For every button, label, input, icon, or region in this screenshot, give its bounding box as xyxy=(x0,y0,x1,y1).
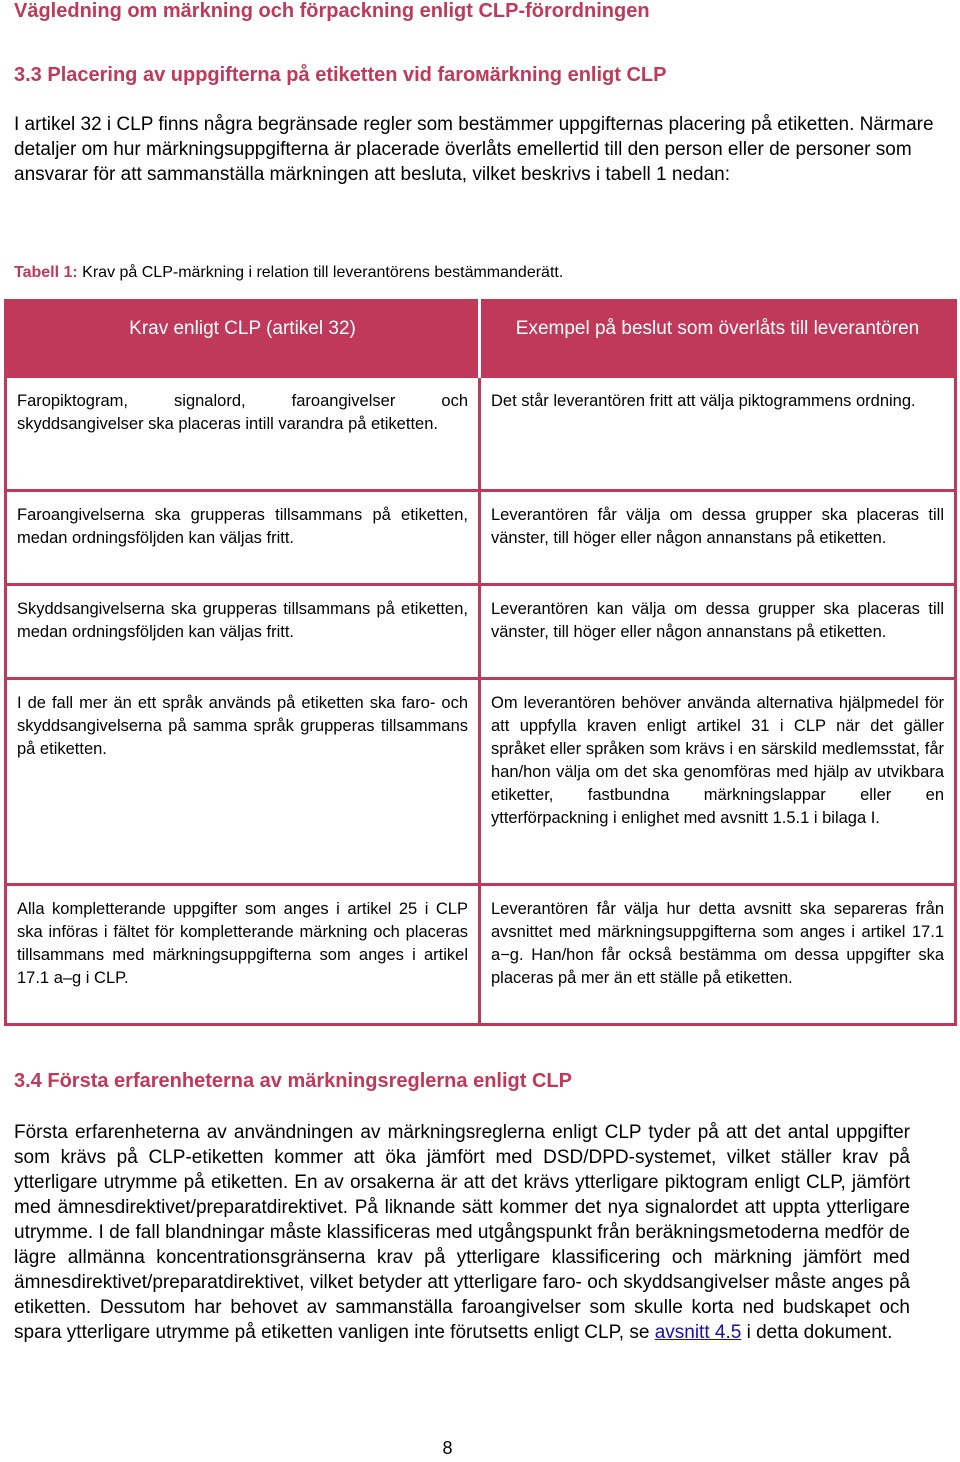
table-row xyxy=(6,490,956,584)
table-row xyxy=(6,884,956,1024)
table-cell-example: Om leverantören behöver använda alternativa hjälpmedel för att uppfylla kraven enligt artikel 31 i CLP när det gäller språket eller språken som krävs i en särskild medlemsstat, får han/hon välja om det ska genomföras med hjälp av utvikbara etiketter, fastbundna märkningslappar eller en ytterförpackning i enlighet med avsnitt 1.5.1 i bilaga I. xyxy=(480,678,956,884)
section-link[interactable]: avsnitt 4.5 xyxy=(654,1322,742,1343)
table-caption xyxy=(14,264,563,282)
table-cell-example: Leverantören får välja hur detta avsnitt ska separeras från avsnittet med märkningsuppgifterna som anges i artikel 17.1 a−g. Han/hon får också bestämma om dessa uppgifter ska placeras på mer än ett ställe på etiketten. xyxy=(480,884,956,1024)
table-caption-label: Tabell 1: xyxy=(14,264,78,281)
table-cell-requirement: Skyddsangivelserna ska grupperas tillsammans på etiketten, medan ordningsföljden kan väljas fritt. xyxy=(6,584,480,678)
table-cell-requirement: I de fall mer än ett språk används på etiketten ska faro- och skyddsangivelserna på samma språk grupperas tillsammans på etiketten. xyxy=(6,678,480,884)
header-example: Exempel på beslut som överlåts till leverantören xyxy=(480,301,956,379)
table-row xyxy=(6,584,956,678)
table-cell-example: Leverantören får välja om dessa grupper ska placeras till vänster, till höger eller någon annanstans på etiketten. xyxy=(480,490,956,584)
table-cell-example: Leverantören kan välja om dessa grupper ska placeras till vänster, till höger eller någon annanstans på etiketten. xyxy=(480,584,956,678)
requirements-table xyxy=(4,299,957,1026)
paragraph-text: Första erfarenheterna av användningen av märkningsreglerna enligt CLP tyder på att det antal uppgifter som krävs på CLP-etiketten kommer att öka jämfört med DSD/DPD-systemet, vilket ställer krav på ytterligare utrymme på etiketten. En av orsakerna är att det krävs ytterligare piktogram enligt CLP, jämfört med ämnesdirektivet/preparatdirektivet. På liknande sätt kommer det nya signalordet att uppta ytterligare utrymme. I de fall blandningar måste klassificeras med utgångspunkt från beräkningsmetoderna medför de lägre allmänna koncentrationsgränserna krav på ytterligare klassificering och märkning jämfört med ämnesdirektivet/preparatdirektivet, vilket betyder att ytterligare faro- och skyddsangivelser måste anges på etiketten. Dessutom har behovet av sammanställa faroangivelser som skulle korta ned budskapet och spara ytterligare utrymme på etiketten vanligen inte förutsetts enligt CLP, se xyxy=(14,1122,910,1343)
paragraph-text-end: i detta dokument. xyxy=(741,1322,893,1343)
table-row xyxy=(6,378,956,490)
intro-paragraph: I artikel 32 i CLP finns några begränsade regler som bestämmer uppgifternas placering på etiketten. Närmare detaljer om hur märkningsuppgifterna är placerade överlåts emellertid till den person eller de personer som ansvarar för att sammanställa märkningen att besluta, vilket beskrivs i tabell 1 nedan: xyxy=(14,114,934,185)
section-3-4-paragraph xyxy=(14,1120,910,1345)
table-cell-example: Det står leverantören fritt att välja piktogrammens ordning. xyxy=(491,392,916,410)
page-number: 8 xyxy=(442,1438,453,1458)
document-title: Vägledning om märkning och förpackning enligt CLP-förordningen xyxy=(14,0,650,22)
header-requirement: Krav enligt CLP (artikel 32) xyxy=(6,301,480,379)
table-caption-text: Krav på CLP-märkning i relation till leverantörens bestämmanderätt. xyxy=(77,264,564,281)
table-row xyxy=(6,678,956,884)
section-heading-3-3: 3.3 Placering av uppgifterna på etiketten vid farомärkning enligt CLP xyxy=(14,64,667,86)
table-header-row xyxy=(6,301,956,379)
section-heading-3-4: 3.4 Första erfarenheterna av märkningsreglerna enligt CLP xyxy=(14,1070,572,1092)
table-cell-requirement: Faroangivelserna ska grupperas tillsammans på etiketten, medan ordningsföljden kan väljas fritt. xyxy=(6,490,480,584)
table-cell-requirement: Alla kompletterande uppgifter som anges i artikel 25 i CLP ska införas i fältet för kompletterande märkning och placeras tillsammans med märkningsuppgifterna som anges i artikel 17.1 a–g i CLP. xyxy=(6,884,480,1024)
table-cell-requirement: Faropiktogram, signalord, faroangivelser och skyddsangivelser ska placeras intill varandra på etiketten. xyxy=(6,378,480,490)
